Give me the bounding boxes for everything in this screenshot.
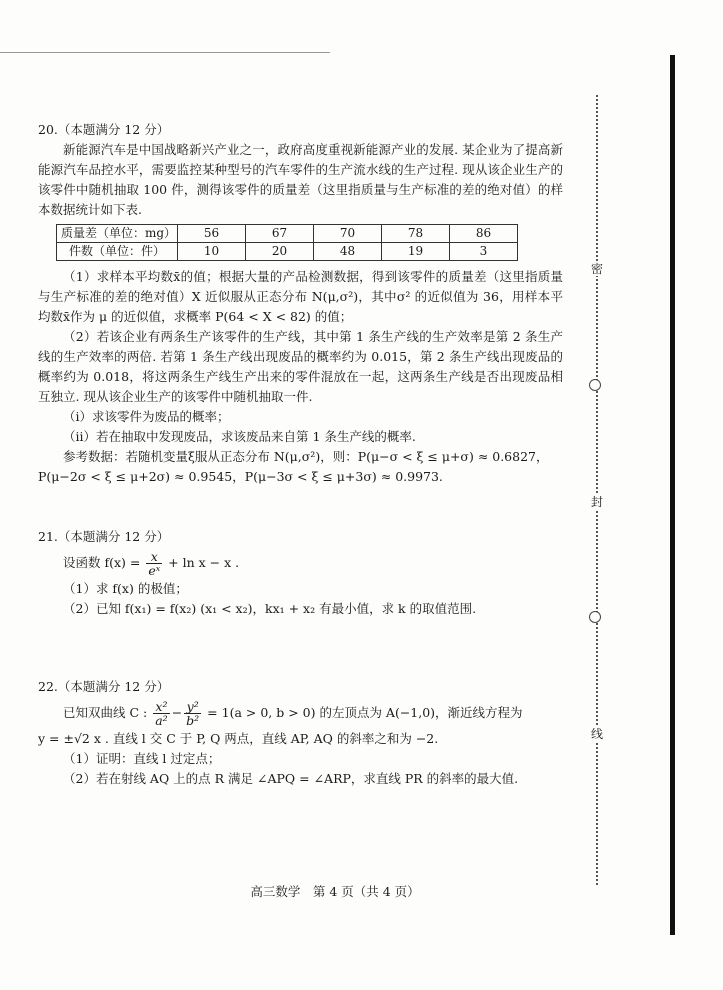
q20-reference-1: 参考数据：若随机变量ξ服从正态分布 N(μ,σ²)，则：P(μ−σ < ξ ≤ μ+σ) ≈ 0.6827， <box>63 449 549 464</box>
q22-line1-post: = 1(a > 0, b > 0) 的左顶点为 A(−1,0)，渐近线方程为 <box>207 705 523 720</box>
q22-line1-pre: 已知双曲线 C : <box>63 705 148 720</box>
binding-edge <box>670 55 675 935</box>
page-footer: 高三数学 第 4 页（共 4 页） <box>250 884 420 899</box>
spacer <box>38 487 563 527</box>
table-cell: 56 <box>178 225 246 243</box>
q20-part1: （1）求样本平均数x̄的值；根据大量的产品检测数据，得到该零件的质量差（这里指质量与生产标准的差的绝对值）X 近似服从正态分布 N(μ,σ²)，其中σ² 的近似值为 36，用样本平均数x̄作为 μ 的近似值，求概率 P(64 < X < 82) 的值； <box>38 269 563 324</box>
table-row <box>57 243 518 261</box>
seal-char-mi: 密 <box>590 262 603 276</box>
q20-data-table <box>56 224 518 261</box>
table-cell: 67 <box>246 225 314 243</box>
table-cell: 78 <box>382 225 450 243</box>
question-21 <box>38 527 563 619</box>
q22-frac1-den: a² <box>155 713 168 728</box>
q21-fraction <box>146 550 162 577</box>
table-cell: 10 <box>178 243 246 261</box>
q21-frac-den: eˣ <box>148 563 161 578</box>
q21-part2: （2）已知 f(x₁) = f(x₂) (x₁ < x₂)，kx₁ + x₂ 有最小值，求 k 的取值范围. <box>63 601 477 616</box>
table-cell: 48 <box>314 243 382 261</box>
question-22 <box>38 677 563 789</box>
q20-sub-i: （i）求该零件为废品的概率； <box>63 409 230 424</box>
seal-circle-1 <box>589 379 601 391</box>
q21-func-post: + ln x − x . <box>168 555 240 570</box>
table-row <box>57 225 518 243</box>
q21-func-pre: 设函数 f(x) = <box>63 555 141 570</box>
top-rule <box>0 52 330 53</box>
table-cell: 70 <box>314 225 382 243</box>
seal-dotted-line <box>596 95 598 885</box>
q21-title: 21.（本题满分 12 分） <box>38 529 170 544</box>
q22-part2: （2）若在射线 AQ 上的点 R 满足 ∠APQ = ∠ARP，求直线 PR 的斜率的最大值. <box>63 771 519 786</box>
question-20 <box>38 120 563 487</box>
seal-circle-2 <box>589 611 601 623</box>
q20-reference-2: P(μ−2σ < ξ ≤ μ+2σ) ≈ 0.9545，P(μ−3σ < ξ ≤ μ+3σ) ≈ 0.9973. <box>38 469 443 484</box>
seal-char-feng: 封 <box>590 495 603 509</box>
q20-part2: （2）若该企业有两条生产该零件的生产线，其中第 1 条生产线的生产效率是第 2 条生产线的生产效率的两倍. 若第 1 条生产线出现废品的概率约为 0.015，第 2 条生产线出现废品的概率约为 0.018，将这两条生产线生产出来的零件混放在一起，这两条生产线是否出现废品相互独立. 现从该企业生产的该零件中随机抽取一件. <box>38 329 563 404</box>
exam-content <box>38 120 563 789</box>
q20-title: 20.（本题满分 12 分） <box>38 122 170 137</box>
q22-line2: y = ±√2 x . 直线 l 交 C 于 P, Q 两点，直线 AP, AQ 的斜率之和为 −2. <box>38 731 439 746</box>
table-cell: 86 <box>450 225 518 243</box>
table-cell: 20 <box>246 243 314 261</box>
table-header-cell: 件数（单位：件） <box>57 243 178 261</box>
q20-sub-ii: （ii）若在抽取中发现废品，求该废品来自第 1 条生产线的概率. <box>63 429 416 444</box>
q22-frac1-num: x² <box>153 700 169 714</box>
spacer <box>38 619 563 677</box>
table-cell: 19 <box>382 243 450 261</box>
q21-frac-num: x <box>146 550 162 564</box>
q22-frac2-num: y² <box>184 700 201 714</box>
q22-frac2-den: b² <box>186 713 200 728</box>
q21-function <box>38 547 563 579</box>
table-cell: 3 <box>450 243 518 261</box>
seal-char-xian: 线 <box>590 727 603 741</box>
q22-title: 22.（本题满分 12 分） <box>38 679 170 694</box>
q21-part1: （1）求 f(x) 的极值； <box>63 581 188 596</box>
q20-intro: 新能源汽车是中国战略新兴产业之一，政府高度重视新能源产业的发展. 某企业为了提高新能源汽车品控水平，需要监控某种型号的汽车零件的生产流水线的生产过程. 现从该企业生产的该零件中随机抽取 100 件，测得该零件的质量差（这里指质量与生产标准的差的绝对值）的样本数据统计如下表. <box>38 142 563 217</box>
q22-fraction-y <box>184 700 201 727</box>
q22-fraction-x <box>153 700 169 727</box>
q22-line1: 已知双曲线 C : $\frac{\text{x²}}{\text{a²}}$ − $\frac{\text{y²}}{\text{b²}}$ = 1(a > 0, b > 0) 的左顶点为 A(−1,0)，渐近线方程为 <box>63 699 523 728</box>
q22-part1: （1）证明：直线 l 过定点； <box>63 751 221 766</box>
table-header-cell: 质量差（单位：mg） <box>57 225 178 243</box>
